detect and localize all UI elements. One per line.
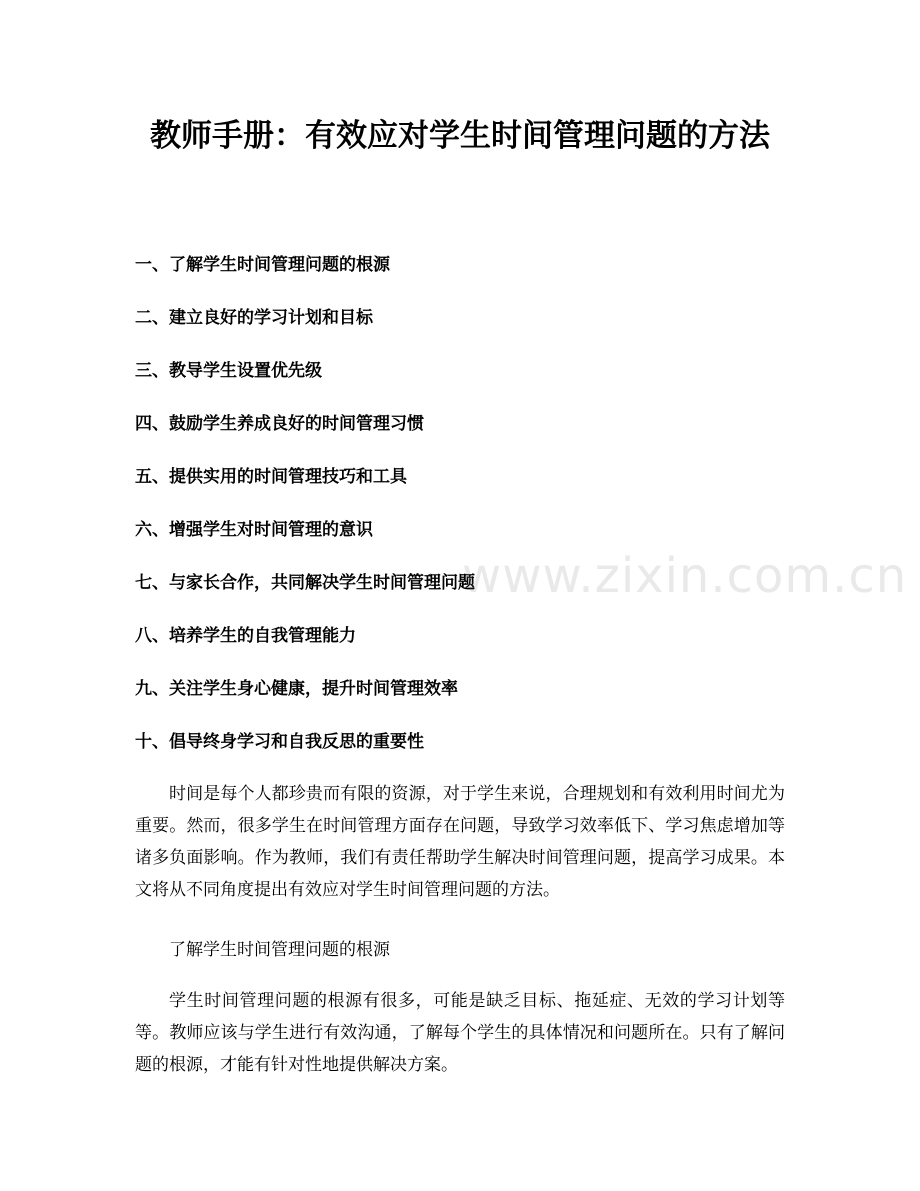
section-heading: 了解学生时间管理问题的根源 bbox=[169, 940, 390, 960]
intro-paragraph: 时间是每个人都珍贵而有限的资源，对于学生来说，合理规划和有效利用时间尤为重要。然而，很多学生在时间管理方面存在问题，导致学习效率低下、学习焦虑增加等诸多负面影响。作为教师，我们有责任帮助学生解决时间管理问题，提高学习成果。本文将从不同角度提出有效应对学生时间管理问题的方法。 bbox=[135, 784, 785, 900]
toc-item: 三、教导学生设置优先级 bbox=[135, 361, 322, 381]
body-paragraph: 学生时间管理问题的根源有很多，可能是缺乏目标、拖延症、无效的学习计划等等。教师应该与学生进行有效沟通，了解每个学生的具体情况和问题所在。只有了解问题的根源，才能有针对性地提供解决方案。 bbox=[135, 991, 785, 1075]
toc-item: 九、关注学生身心健康，提升时间管理效率 bbox=[135, 679, 458, 699]
document-title: 教师手册：有效应对学生时间管理问题的方法 bbox=[150, 118, 770, 154]
table-of-contents bbox=[135, 248, 795, 778]
toc-item: 五、提供实用的时间管理技巧和工具 bbox=[135, 467, 407, 487]
toc-item: 七、与家长合作，共同解决学生时间管理问题 bbox=[135, 573, 475, 593]
toc-item: 一、了解学生时间管理问题的根源 bbox=[135, 255, 390, 275]
toc-item: 十、倡导终身学习和自我反思的重要性 bbox=[135, 732, 424, 752]
watermark: www.zixin.com.cn bbox=[462, 548, 908, 604]
toc-item: 二、建立良好的学习计划和目标 bbox=[135, 308, 373, 328]
toc-item: 四、鼓励学生养成良好的时间管理习惯 bbox=[135, 414, 424, 434]
toc-item: 八、培养学生的自我管理能力 bbox=[135, 626, 356, 646]
toc-item: 六、增强学生对时间管理的意识 bbox=[135, 520, 373, 540]
